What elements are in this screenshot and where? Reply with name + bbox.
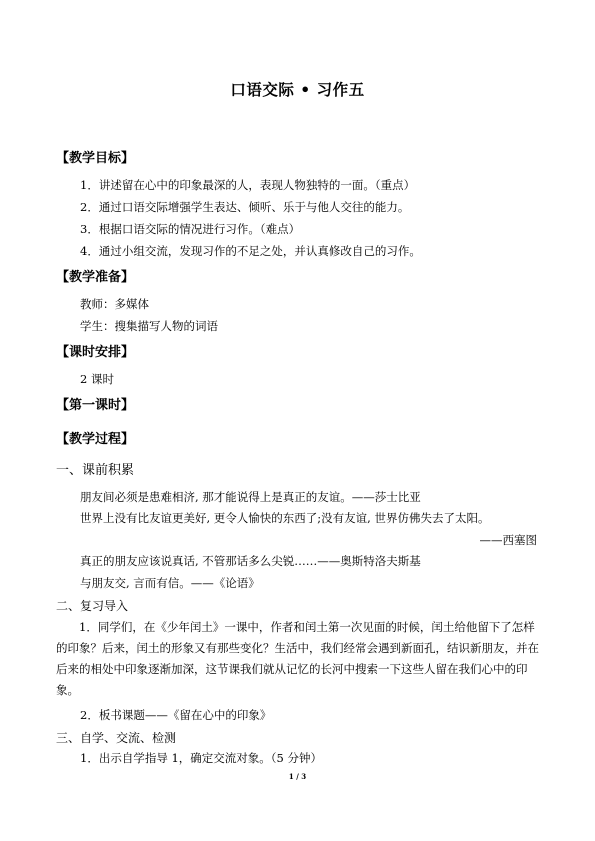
goal-item: 4．通过小组交流，发现习作的不足之处，并认真修改自己的习作。 [80, 244, 421, 258]
goal-item: 1．讲述留在心中的印象最深的人，表现人物独特的一面。（重点） [80, 178, 416, 192]
part2-paragraph-2: 2．板书课题——《留在心中的印象》 [80, 708, 272, 722]
goal-item: 3．根据口语交际的情况进行习作。（难点） [80, 222, 301, 236]
quote-2: 世界上没有比友谊更美好, 更令人愉快的东西了;没有友谊, 世界仿佛失去了太阳。 [80, 511, 490, 525]
part3-heading: 三、自学、交流、检测 [56, 731, 177, 745]
section-heading-lesson1: 【第一课时】 [56, 398, 135, 413]
quote-4: 与朋友交, 言而有信。——《论语》 [80, 576, 260, 590]
quote-2-author: ——西塞图 [479, 533, 537, 547]
part3-paragraph-1: 1．出示自学指导 1，确定交流对象。（5 分钟） [80, 751, 323, 765]
section-heading-prep: 【教学准备】 [56, 270, 135, 285]
goal-item: 2．通过口语交际增强学生表达、倾听、乐于与他人交往的能力。 [80, 200, 410, 214]
part2-paragraph-1: 1．同学们，在《少年闰土》一课中，作者和闰土第一次见面的时候，闰土给他留下了怎样的印象？后来，闰土的形象又有那些变化？生活中，我们经常会遇到新面孔，结识新朋友，并在后来的相处中印象逐渐加深，这节课我们就从记忆的长河中搜索一下这些人留在我们心中的印象。 [56, 620, 539, 697]
section-heading-schedule: 【课时安排】 [56, 345, 135, 360]
part1-heading: 一、课前积累 [56, 463, 135, 478]
page-title: 口语交际 • 习作五 [230, 80, 365, 99]
prep-student: 学生：搜集描写人物的词语 [80, 319, 218, 333]
quote-1: 朋友间必须是患难相济, 那才能说得上是真正的友谊。——莎士比亚 [80, 490, 421, 504]
quote-3: 真正的朋友应该说真话, 不管那话多么尖锐……——奥斯特洛夫斯基 [80, 554, 421, 568]
section-heading-goals: 【教学目标】 [56, 151, 135, 166]
part2-heading: 二、复习导入 [56, 599, 129, 613]
page-number: 1 / 3 [288, 772, 307, 781]
prep-teacher: 教师：多媒体 [80, 297, 149, 311]
section-heading-process: 【教学过程】 [56, 432, 135, 447]
schedule-value: 2 课时 [80, 372, 114, 386]
